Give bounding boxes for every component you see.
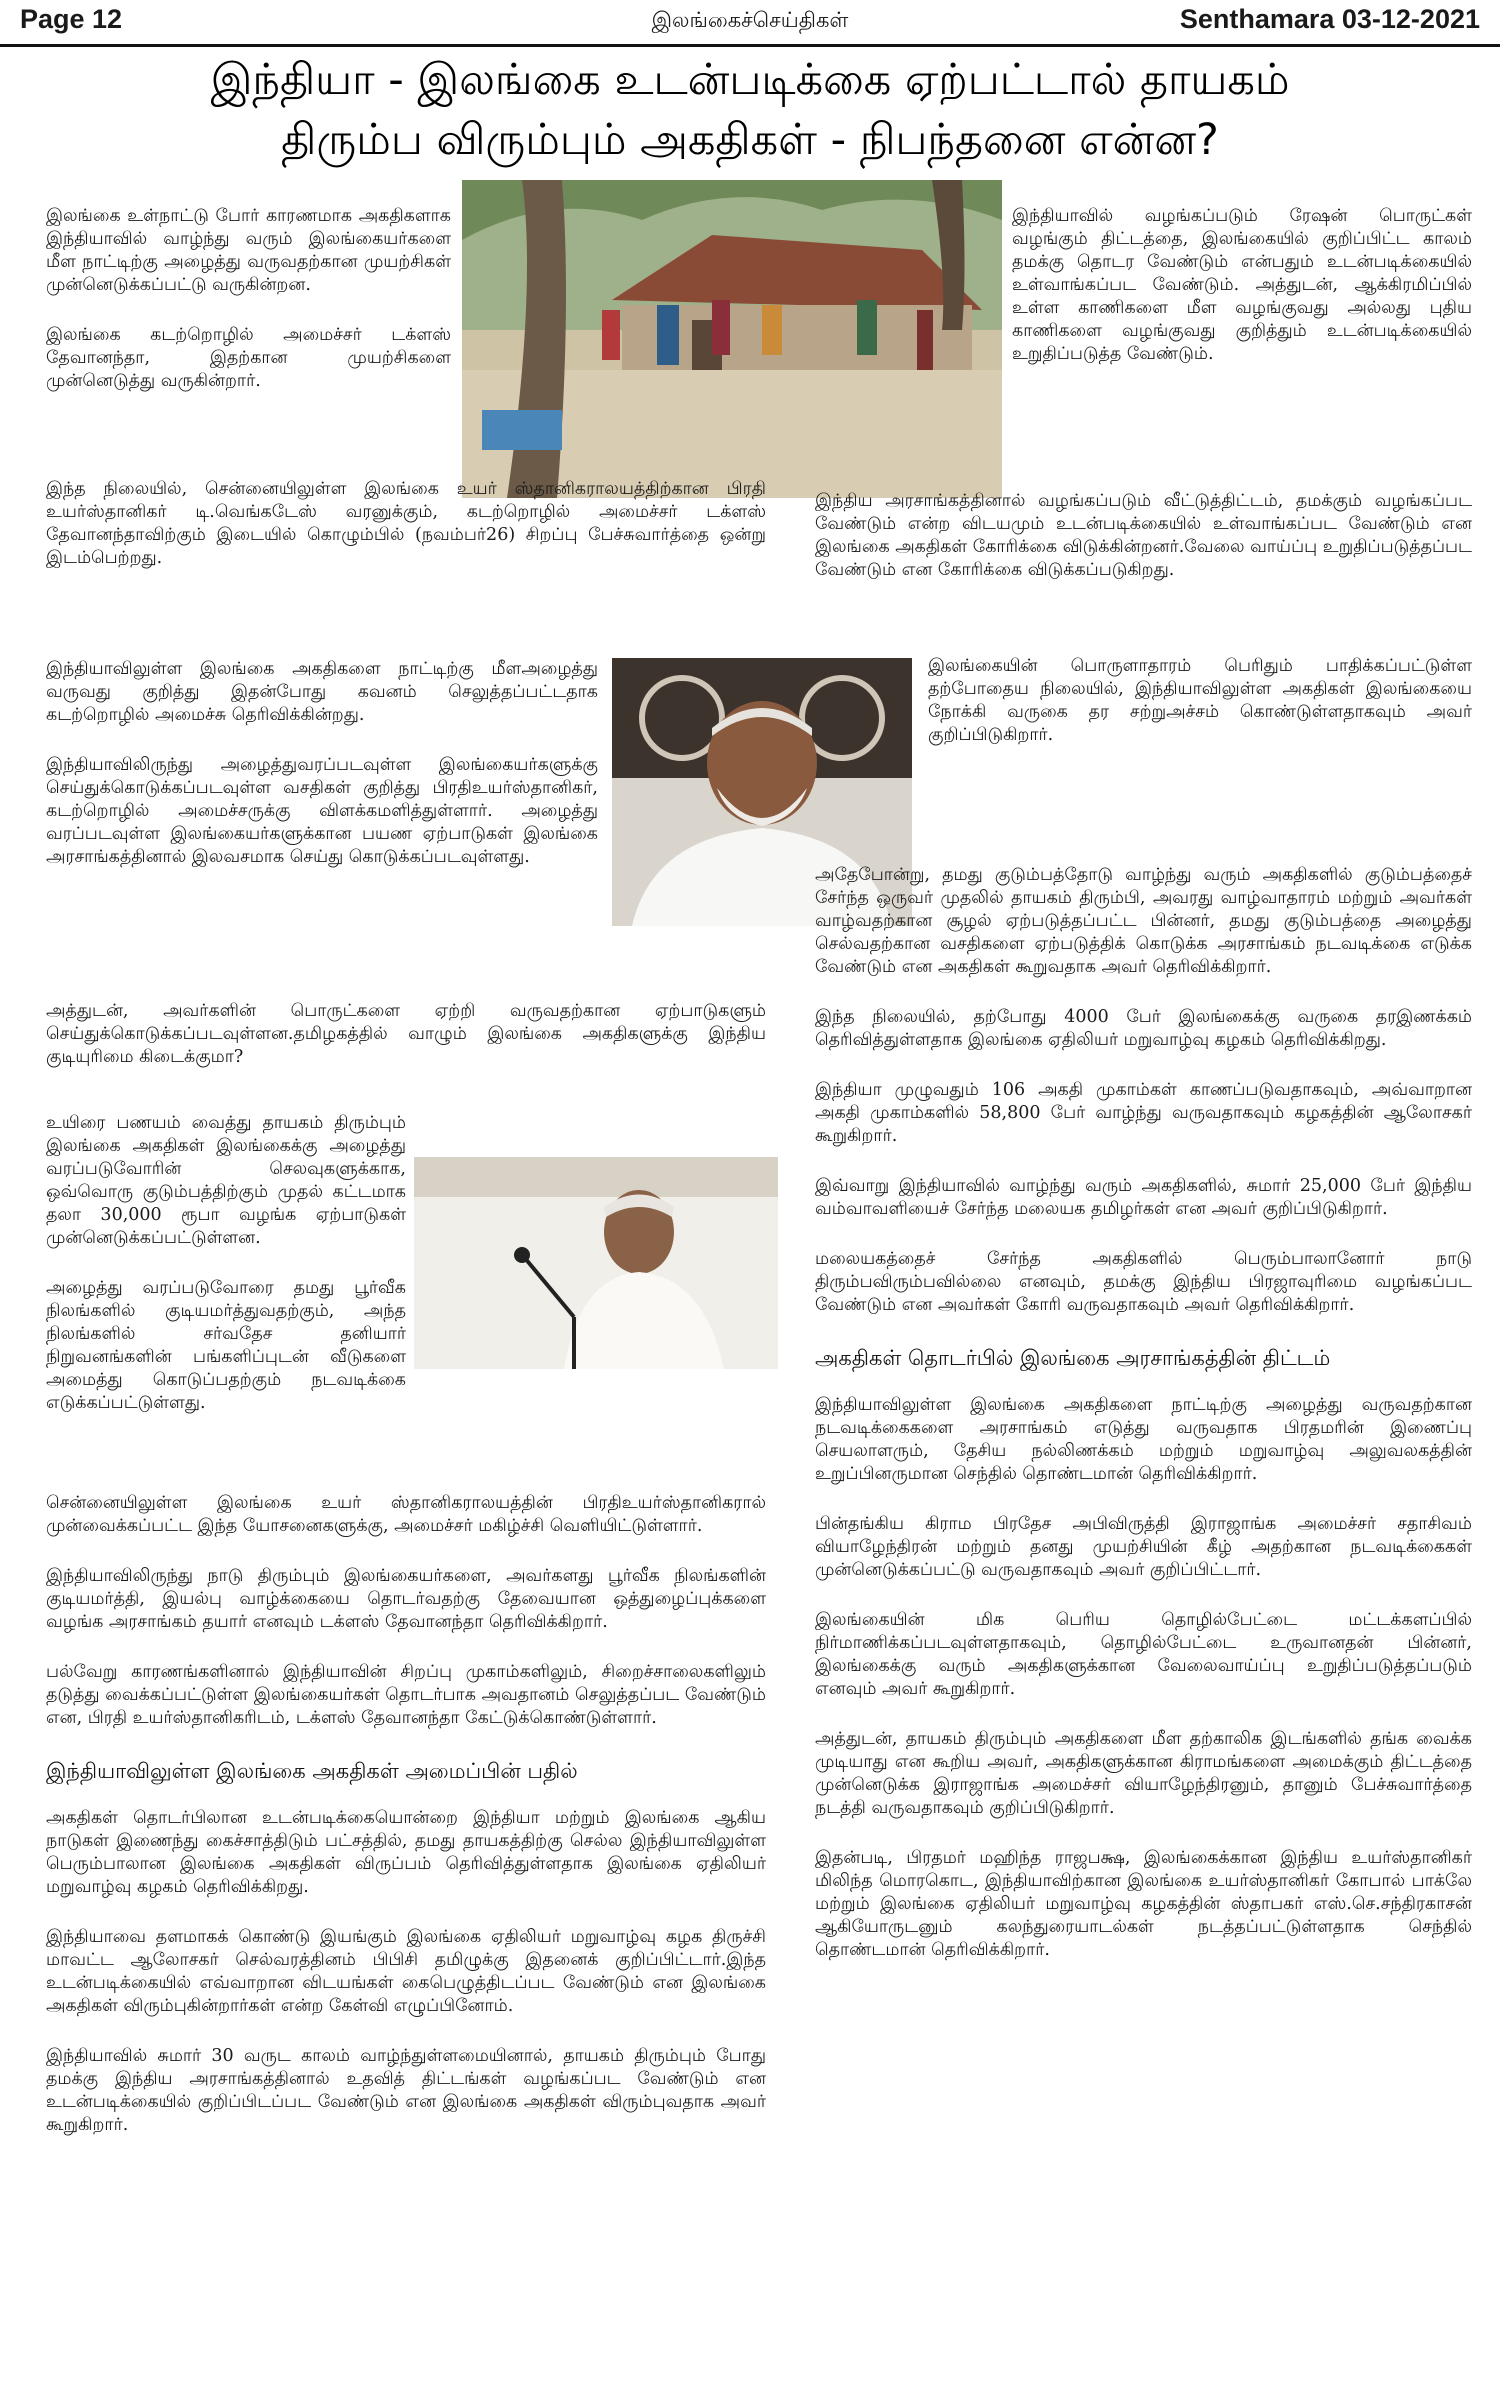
paragraph: இந்தியாவிலிருந்து நாடு திரும்பும் இலங்கையர்களை, அவர்களது பூர்வீக நிலங்களின் குடியமர்த்தி, இயல்பு வாழ்க்கையை தொடர்வதற்கு தேவையான ஒத்துழைப்புக்களை வழங்க அரசாங்கம் தயார் எனவும் டக்ளஸ் தேவானந்தா தெரிவிக்கிறார். bbox=[46, 1566, 766, 1632]
right-column-lower bbox=[815, 864, 1472, 1989]
paragraph: இலங்கையின் பொருளாதாரம் பெரிதும் பாதிக்கப்பட்டுள்ள தற்போதைய நிலையில், இந்தியாவிலுள்ள அகதிகள் இலங்கையை நோக்கி வருகை தர சற்றுஅச்சம் கொண்டுள்ளதாகவும் அவர் குறிப்பிடுகிறார். bbox=[928, 656, 1472, 745]
paragraph: மலையகத்தைச் சேர்ந்த அகதிகளில் பெரும்பாலானோர் நாடு திரும்பவிரும்பவில்லை எனவும், தமக்கு இந்திய பிரஜாவுரிமை வழங்கப்பட வேண்டும் என அவர்கள் கோரி வருவதாகவும் அவர் தெரிவிக்கிறார். bbox=[815, 1249, 1472, 1315]
paragraph: இவ்வாறு இந்தியாவில் வாழ்ந்து வரும் அகதிகளில், சுமார் 25,000 பேர் இந்திய வம்வாவளியைச் சேர்ந்த மலையக தமிழர்கள் என அவர் குறிப்பிடுகிறார். bbox=[815, 1176, 1472, 1219]
camp-scene-illustration bbox=[462, 180, 1002, 498]
paragraph: இந்த நிலையில், சென்னையிலுள்ள இலங்கை உயர் ஸ்தானிகராலயத்திற்கான பிரதி உயர்ஸ்தானிகர் டி.வெங்கடேஸ் வரனுக்கும், கடற்றொழில் அமைச்சர் டக்ளஸ் தேவானந்தாவிற்கும் இடையில் கொழும்பில் (நவம்பர்26) சிறப்பு பேச்சுவார்த்தை ஒன்று இடம்பெற்றது. bbox=[46, 479, 766, 568]
right-column-upper bbox=[1012, 205, 1472, 393]
paragraph: இதன்படி, பிரதமர் மஹிந்த ராஜபக்ஷ, இலங்கைக்கான இந்திய உயர்ஸ்தானிகர் மிலிந்த மொரகொட, இந்தியாவிற்கான இலங்கை உயர்ஸ்தானிகர் கோபால் பாக்லே மற்றும் இலங்கை ஏதிலியர் மறுவாழ்வு கழகத்தின் ஸ்தாபகர் எஸ்.செ.சந்திரகாசன் ஆகியோருடனும் கலந்துரையாடல்கள் நடத்தப்பட்டுள்ளதாக செந்தில் தொண்டமான் தெரிவிக்கிறார். bbox=[815, 1848, 1472, 1960]
paragraph: இந்தியாவை தளமாகக் கொண்டு இயங்கும் இலங்கை ஏதிலியர் மறுவாழ்வு கழக திருச்சி மாவட்ட ஆலோசகர் செல்வரத்தினம் பிபிசி தமிழுக்கு இதனைக் குறிப்பிட்டார்.இந்த உடன்படிக்கையில் எவ்வாறான விடயங்கள் கைபெழுத்திடப்பட வேண்டும் என இலங்கை அகதிகள் விரும்புகின்றார்கள் என்ற கேள்வி எழுப்பினோம். bbox=[46, 1927, 766, 2016]
paragraph: அகதிகள் தொடர்பிலான உடன்படிக்கையொன்றை இந்தியா மற்றும் இலங்கை ஆகிய நாடுகள் இணைந்து கைச்சாத்திடும் பட்சத்தில், தமது தாயகத்திற்கு செல்ல இந்தியாவிலுள்ள பெரும்பாலான இலங்கை அகதிகள் விருப்பம் தெரிவித்துள்ளதாக இலங்கை ஏதிலியர் மறுவாழ்வு கழகம் தெரிவிக்கிறது. bbox=[46, 1808, 766, 1897]
photo-speaker-at-microphone bbox=[414, 1157, 778, 1369]
paragraph: இந்தியாவிலுள்ள இலங்கை அகதிகளை நாட்டிற்கு மீளஅழைத்து வருவது குறித்து இதன்போது கவனம் செலுத்தப்பட்டதாக கடற்றொழில் அமைச்சு தெரிவிக்கின்றது. bbox=[46, 659, 598, 725]
paragraph: அதேபோன்று, தமது குடும்பத்தோடு வாழ்ந்து வரும் அகதிகளில் குடும்பத்தைச் சேர்ந்த ஒருவர் முதலில் தாயகம் திரும்பி, அவரது வாழ்வாதாரம் மற்றும் அவர்கள் வாழ்வதற்கான சூழல் ஏற்படுத்தப்பட்ட பின்னர், தமது குடும்பத்தை அழைத்து செல்வதற்கான வசதிகளை ஏற்படுத்திக் கொடுக்க அரசாங்கம் நடவடிக்கை எடுக்க வேண்டும் என அகதிகள் கூறுவதாக அவர் தெரிவிக்கிறார். bbox=[815, 865, 1472, 977]
subheading-government-plan: அகதிகள் தொடர்பில் இலங்கை அரசாங்கத்தின் திட்டம் bbox=[815, 1346, 1331, 1370]
left-column-p4-p5 bbox=[46, 658, 598, 896]
paragraph: இலங்கையின் மிக பெரிய தொழில்பேட்டை மட்டக்களப்பில் நிர்மாணிக்கப்படவுள்ளதாகவும், தொழில்பேட்டை உருவானதன் பின்னர், இலங்கைக்கு வரும் அகதிகளுக்கான வேலைவாய்ப்பு உறுதிப்படுத்தப்படும் எனவும் அவர் கூறுகிறார். bbox=[815, 1610, 1472, 1699]
paragraph: இந்தியாவிலிருந்து அழைத்துவரப்படவுள்ள இலங்கையர்களுக்கு செய்துக்கொடுக்கப்படவுள்ள வசதிகள் குறித்து பிரதிஉயர்ஸ்தானிகர், கடற்றொழில் அமைச்சருக்கு விளக்கமளித்துள்ளார். அழைத்து வரப்படவுள்ள இலங்கையர்களுக்கான பயண ஏற்பாடுகள் இலங்கை அரசாங்கத்தினால் இலவசமாக செய்து கொடுக்கப்படவுள்ளது. bbox=[46, 755, 598, 867]
publication-date: Senthamara 03-12-2021 bbox=[1179, 4, 1480, 34]
left-column-p3 bbox=[46, 478, 766, 597]
page-number: Page 12 bbox=[20, 4, 123, 34]
left-column-p7-p8 bbox=[46, 1112, 406, 1442]
left-column-p6 bbox=[46, 1000, 766, 1096]
paragraph: இந்தியாவிலுள்ள இலங்கை அகதிகளை நாட்டிற்கு அழைத்து வருவதற்கான நடவடிக்கைகளை அரசாங்கம் எடுத்து வருவதாக பிரதமரின் இணைப்பு செயலாளரும், தேசிய நல்லிணக்கம் மற்றும் மறுவாழ்வு அலுவலகத்தின் உறுப்பினருமான செந்தில் தொண்டமான் தெரிவிக்கிறார். bbox=[815, 1395, 1472, 1484]
paragraph: இந்தியாவில் வழங்கப்படும் ரேஷன் பொருட்கள் வழங்கும் திட்டத்தை, இலங்கையில் குறிப்பிட்ட காலம் தமக்கு தொடர வேண்டும் என்பதும் உடன்படிக்கையில் உள்வாங்கப்பட வேண்டும். அத்துடன், ஆக்கிரமிப்பில் உள்ள காணிகளை மீள வழங்குவது அல்லது புதிய காணிகளை வழங்குவது குறித்தும் உடன்படிக்கையில் உறுதிப்படுத்த வேண்டும். bbox=[1012, 206, 1472, 364]
paragraph: பின்தங்கிய கிராம பிரதேச அபிவிருத்தி இராஜாங்க அமைச்சர் சதாசிவம் வியாழேந்திரன் மற்றும் தனது முயற்சியின் கீழ் அதற்கான நடவடிக்கைகள் முன்னெடுக்கப்பட்டு வருவதாகவும் அவர் குறிப்பிட்டார். bbox=[815, 1514, 1472, 1580]
right-column-p3 bbox=[928, 655, 1472, 774]
paragraph: பல்வேறு காரணங்களினால் இந்தியாவின் சிறப்பு முகாம்களிலும், சிறைச்சாலைகளிலும் தடுத்து வைக்கப்பட்டுள்ள இலங்கையர்கள் தொடர்பாக அவதானம் செலுத்தப்பட வேண்டும் என, பிரதி உயர்ஸ்தானிகரிடம், டக்ளஸ் தேவானந்தா கேட்டுக்கொண்டுள்ளார். bbox=[46, 1662, 766, 1728]
paragraph: இலங்கை உள்நாட்டு போர் காரணமாக அகதிகளாக இந்தியாவில் வாழ்ந்து வரும் இலங்கையர்களை மீள நாட்டிற்கு அழைத்து வருவதற்கான முயற்சிகள் முன்னெடுக்கப்பட்டு வருகின்றன. bbox=[46, 206, 451, 295]
section-title: இலங்கைச்செய்திகள் bbox=[651, 8, 849, 32]
paragraph: சென்னையிலுள்ள இலங்கை உயர் ஸ்தானிகராலயத்தின் பிரதிஉயர்ஸ்தானிகரால் முன்வைக்கப்பட்ட இந்த யோசனைகளுக்கு, அமைச்சர் மகிழ்ச்சி வெளியிட்டுள்ளார். bbox=[46, 1493, 766, 1536]
paragraph: இந்தியா முழுவதும் 106 அகதி முகாம்கள் காணப்படுவதாகவும், அவ்வாறான அகதி முகாம்களில் 58,800 பேர் வாழ்ந்து வருவதாகவும் கழகத்தின் ஆலோசகர் கூறுகிறார். bbox=[815, 1080, 1472, 1146]
left-column-upper bbox=[46, 205, 451, 420]
paragraph: இந்தியாவில் சுமார் 30 வருட காலம் வாழ்ந்துள்ளமையினால், தாயகம் திரும்பும் போது தமக்கு இந்திய அரசாங்கத்தினால் உதவித் திட்டங்கள் வழங்கப்பட வேண்டும் என உடன்படிக்கையில் குறிப்பிடப்பட வேண்டும் என இலங்கை அகதிகள் விரும்புவதாக அவர் கூறுகிறார். bbox=[46, 2046, 766, 2135]
paragraph: உயிரை பணயம் வைத்து தாயகம் திரும்பும் இலங்கை அகதிகள் இலங்கைக்கு அழைத்து வரப்படுவோரின் செலவுகளுக்காக, ஒவ்வொரு குடும்பத்திற்கும் முதல் கட்டமாக தலா 30,000 ரூபா வழங்க ஏற்பாடுகள் முன்னெடுக்கப்பட்டுள்ளன. bbox=[46, 1113, 406, 1248]
paragraph: இந்த நிலையில், தற்போது 4000 பேர் இலங்கைக்கு வருகை தரஇணக்கம் தெரிவித்துள்ளதாக இலங்கை ஏதிலியர் மறுவாழ்வு கழகம் தெரிவிக்கிறது. bbox=[815, 1007, 1472, 1050]
subheading-refugee-org-response: இந்தியாவிலுள்ள இலங்கை அகதிகள் அமைப்பின் பதில் bbox=[46, 1759, 578, 1783]
paragraph: அழைத்து வரப்படுவோரை தமது பூர்வீக நிலங்களில் குடியமர்த்துவதற்கும், அந்த நிலங்களில் சர்வதேச தனியார் நிறுவனங்களின் பங்களிப்புடன் வீடுகளை அமைத்து கொடுப்பதற்கும் நடவடிக்கை எடுக்கப்பட்டுள்ளது. bbox=[46, 1278, 406, 1413]
right-column-p2 bbox=[815, 490, 1472, 609]
paragraph: இலங்கை கடற்றொழில் அமைச்சர் டக்ளஸ் தேவானந்தா, இதற்கான முயற்சிகளை முன்னெடுத்து வருகின்றார். bbox=[46, 325, 451, 391]
headline-line-2: திரும்ப விரும்பும் அகதிகள் - நிபந்தனை என்ன? bbox=[281, 115, 1219, 165]
speaker-illustration bbox=[414, 1157, 778, 1369]
photo-refugee-camp bbox=[462, 180, 1002, 498]
paragraph: அத்துடன், தாயகம் திரும்பும் அகதிகளை மீள தற்காலிக இடங்களில் தங்க வைக்க முடியாது என கூறிய அவர், அகதிகளுக்கான கிராமங்களை அமைக்கும் திட்டத்தை முன்னெடுக்க இராஜாங்க அமைச்சர் வியாழேந்திரனும், தானும் பேச்சுவார்த்தை நடத்தி வருவதாகவும் குறிப்பிடுகிறார். bbox=[815, 1729, 1472, 1818]
headline bbox=[30, 50, 1470, 170]
left-column-lower bbox=[46, 1492, 766, 2164]
masthead bbox=[0, 0, 1500, 47]
paragraph: இந்திய அரசாங்கத்தினால் வழங்கப்படும் வீட்டுத்திட்டம், தமக்கும் வழங்கப்பட வேண்டும் என்ற விடயமும் உடன்படிக்கையில் உள்வாங்கப்பட வேண்டும் என இலங்கை அகதிகள் கோரிக்கை விடுக்கின்றனர்.வேலை வாய்ப்பு உறுதிப்படுத்தப்பட வேண்டும் என கோரிக்கை விடுக்கப்படுகிறது. bbox=[815, 491, 1472, 580]
headline-line-1: இந்தியா - இலங்கை உடன்படிக்கை ஏற்பட்டால் தாயகம் bbox=[210, 55, 1290, 105]
paragraph: அத்துடன், அவர்களின் பொருட்களை ஏற்றி வருவதற்கான ஏற்பாடுகளும் செய்துக்கொடுக்கப்படவுள்ளன.தமிழகத்தில் வாழும் இலங்கை அகதிகளுக்கு இந்திய குடியுரிமை கிடைக்குமா? bbox=[46, 1001, 766, 1067]
